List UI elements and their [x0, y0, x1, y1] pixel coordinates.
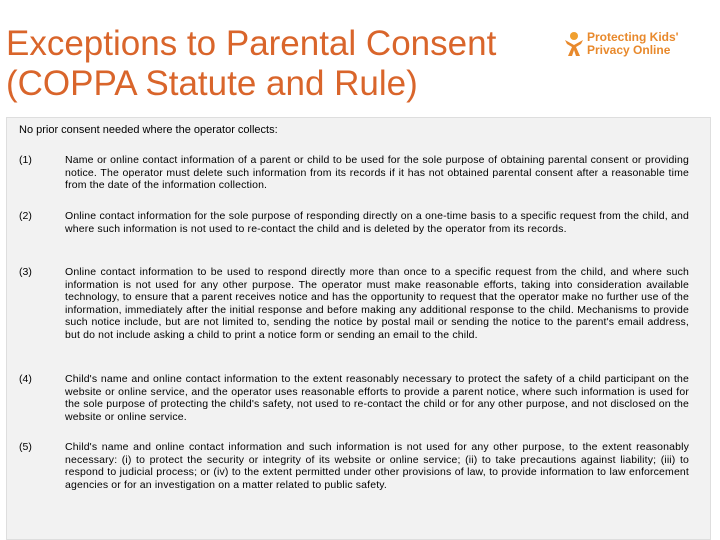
item-text: Online contact information for the sole purpose of responding directly on a one-time basis to a specific request from the child, and where such information is not used to re-contact the child and is deleted by the operator from its records.	[65, 210, 689, 235]
logo-text-line-2: Privacy Online	[587, 43, 671, 57]
list-item	[19, 441, 689, 491]
item-text: Child's name and online contact information and such information is not used for any other purpose, to the extent reasonably necessary: (i) to protect the security or integrity of its website or online service; (ii) to take precautions against liability; (iii) to respond to judicial process; or (iv) to the extent permitted under other provisions of law, to provide information to law enforcement agencies or for an investigation on a matter related to public safety.	[65, 441, 689, 491]
item-text: Online contact information to be used to respond directly more than once to a specific request from the child, and where such information is not used for any other purpose. The operator must make reasonable efforts, taking into consideration available technology, to ensure that a parent receives notice and has the opportunity to request that the operator make no further use of the information, immediately after the initial response and before making any additional response to the child. Mechanisms to provide such notice include, but are not limited to, sending the notice by postal mail or sending the notice to the parent's email address, but do not include asking a child to print a notice form or sending an email to the child.	[65, 266, 689, 341]
item-text: Child's name and online contact information to the extent reasonably necessary to protect the safety of a child participant on the website or online service, and the operator uses reasonable efforts to provide a parent notice, where such information is used for the sole purpose of protecting the child's safety, not used to re-contact the child or for any other purpose, and not disclosed on the website or online service.	[65, 373, 689, 423]
item-number: (2)	[19, 210, 32, 222]
logo	[563, 26, 693, 62]
item-number: (4)	[19, 373, 32, 385]
intro-text: No prior consent needed where the operator collects:	[19, 124, 278, 136]
slide-title-line-2: (COPPA Statute and Rule)	[6, 64, 418, 103]
list-item	[19, 266, 689, 341]
item-number: (5)	[19, 441, 32, 453]
list-item	[19, 210, 689, 235]
logo-text-line-1: Protecting Kids'	[587, 30, 679, 44]
slide-title-line-1: Exceptions to Parental Consent	[6, 24, 497, 63]
list-item	[19, 373, 689, 423]
slide-title	[6, 24, 546, 104]
item-number: (3)	[19, 266, 32, 278]
list-item	[19, 154, 689, 192]
item-number: (1)	[19, 154, 32, 166]
logo-text	[587, 31, 679, 57]
person-icon	[563, 31, 585, 57]
item-text: Name or online contact information of a parent or child to be used for the sole purpose of obtaining parental consent or providing notice. The operator must delete such information from its records if it has not obtained parental consent after a reasonable time from the date of the information collection.	[65, 154, 689, 191]
